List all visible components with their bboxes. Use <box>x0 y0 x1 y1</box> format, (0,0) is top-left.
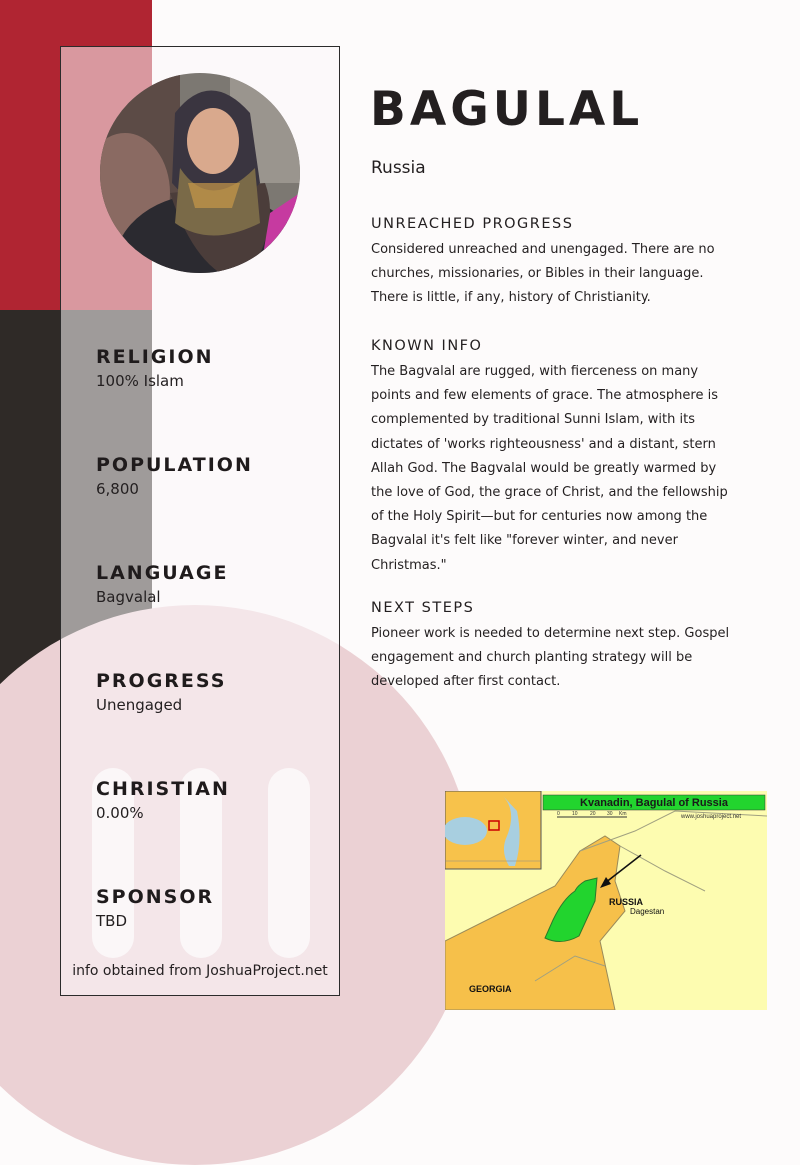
map-label-georgia: GEORGIA <box>469 984 512 994</box>
map-website: www.joshuaproject.net <box>681 814 742 820</box>
map-scale-tick: 10 <box>572 811 578 817</box>
stat-value: Unengaged <box>96 696 183 714</box>
stat-value: 100% Islam <box>96 372 184 390</box>
stat-sponsor <box>96 886 214 930</box>
region-map-image <box>445 791 767 1010</box>
section-heading: UNREACHED PROGRESS <box>371 216 574 232</box>
page-title: BAGULAL <box>370 82 644 137</box>
stat-label: CHRISTIAN <box>96 778 230 800</box>
stat-label: LANGUAGE <box>96 562 229 584</box>
map-scale-tick: 20 <box>590 811 596 817</box>
map-label-russia: RUSSIA <box>609 897 644 907</box>
location-map <box>445 791 767 1010</box>
stat-value: 6,800 <box>96 480 139 498</box>
section-heading: NEXT STEPS <box>371 600 475 616</box>
section-body: Pioneer work is needed to determine next step. Gospel engagement and church planting strategy will be developed after first contact. <box>371 626 730 690</box>
stat-progress <box>96 670 226 714</box>
map-scale-tick: 0 <box>557 811 560 817</box>
stat-value: Bagvalal <box>96 588 161 606</box>
stat-population <box>96 454 253 498</box>
section-next-steps <box>371 600 741 695</box>
section-unreached-progress <box>371 216 741 311</box>
decorative-pill <box>268 768 310 958</box>
source-credit: info obtained from JoshuaProject.net <box>72 963 328 979</box>
map-label-dagestan: Dagestan <box>630 907 665 916</box>
section-body: Considered unreached and unengaged. There are no churches, missionaries, or Bibles in their language. There is little, if any, history of Christianity. <box>371 242 715 306</box>
stat-language <box>96 562 228 606</box>
stat-value: 0.00% <box>96 804 144 822</box>
map-scale-tick: 30 <box>607 811 613 817</box>
stat-religion <box>96 346 214 390</box>
stat-label: PROGRESS <box>96 670 227 692</box>
stat-value: TBD <box>96 912 128 930</box>
map-title: Kvanadin, Bagulal of Russia <box>580 797 728 809</box>
stat-label: RELIGION <box>96 346 214 368</box>
section-known-info <box>371 338 741 578</box>
country-subtitle: Russia <box>371 158 426 178</box>
profile-photo <box>100 73 300 273</box>
map-scale-tick: Km <box>619 811 627 817</box>
section-body: The Bagvalal are rugged, with fierceness on many points and few elements of grace. The atmosphere is complemented by traditional Sunni Islam, with its dictates of 'works righteousness' and a distant, stern Allah God. The Bagvalal would be greatly warmed by the love of God, the grace of Christ, and the fellowship of the Holy Spirit—but for centuries now among the Bagvalal it's felt like "forever winter, and never Christmas." <box>371 364 728 573</box>
stat-christian <box>96 778 230 822</box>
woman-in-headscarf-portrait-icon <box>100 73 300 273</box>
stat-label: SPONSOR <box>96 886 215 908</box>
section-heading: KNOWN INFO <box>371 338 483 354</box>
stat-label: POPULATION <box>96 454 253 476</box>
